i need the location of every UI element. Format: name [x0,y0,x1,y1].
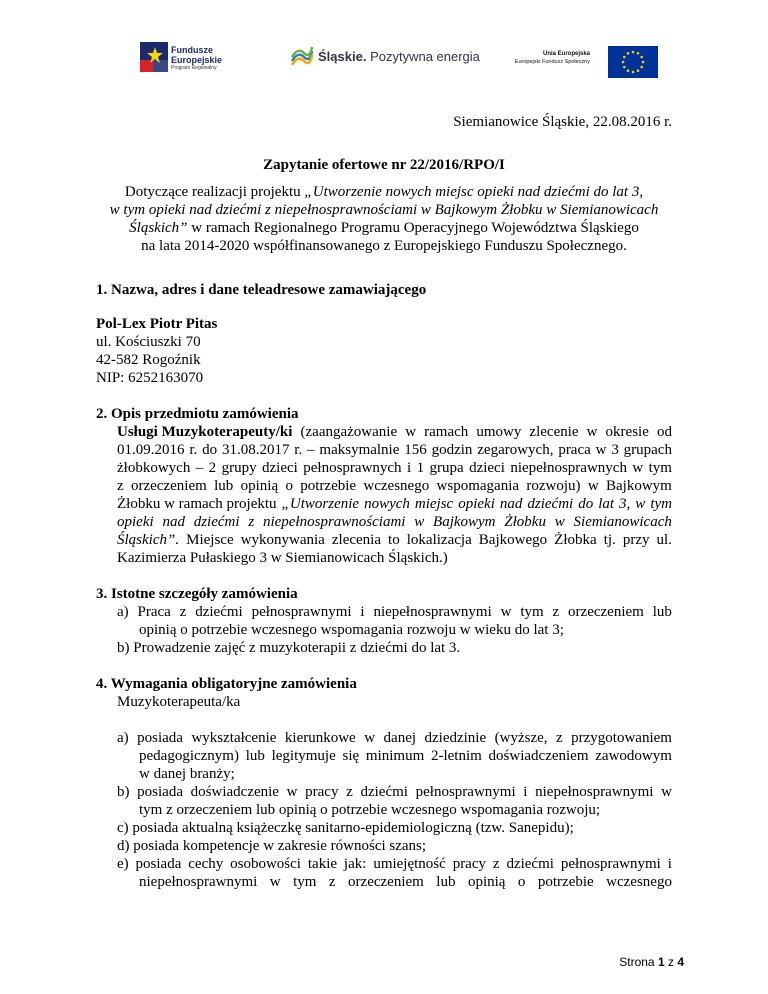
slaskie-wave-icon [290,45,314,69]
word: opieki [117,514,154,530]
s2-line-6 [117,513,672,531]
word: maksymalnie [319,442,400,458]
word: niepełnosprawnymi [535,784,654,800]
company-street: ul. Kościuszki 70 [96,334,201,350]
word: r. [189,442,198,458]
word: dziećmi [506,856,554,872]
word: – [307,442,315,458]
word: przy [622,532,650,548]
word: zlecenia [331,532,381,548]
word: zlecenie [529,424,579,440]
s3-item-a-line-2: opinią o potrzebie wczesnego wspomagania rozwoju w wieku do lat 3; [139,622,564,638]
s4-item-b-line-1 [117,783,672,801]
slaskie-logo [290,45,510,73]
s2-line-3 [117,459,672,477]
word: kierunkowe [284,730,356,746]
fe-star-icon [140,42,168,72]
footer-page-total: 4 [677,955,684,969]
section-4-heading: 4. Wymagania obligatoryjne zamówienia [96,676,357,692]
service-name: Usługi Muzykoterapeuty/ki [117,424,293,440]
word: osobowości [230,856,301,872]
slaskie-brand: Śląskie. [318,49,367,64]
word: w [661,784,672,800]
word: dziedzinie [424,730,487,746]
word: z [248,514,255,530]
intro-l1b: „Utworzenie nowych miejsc opieki nad dziećmi do lat 3, [304,184,644,200]
s4-item-a-line-1 [117,729,672,747]
word: opinią [240,478,279,494]
word: 3, [619,496,631,512]
word: zegarowych, [477,442,554,458]
word: w [286,784,298,800]
word: do [578,496,594,512]
ue-line-2: Europejski Fundusz Społeczny [514,59,590,65]
word: w [595,442,607,458]
word: w [500,604,512,620]
word: potrzebie [300,478,357,494]
s4-item-e-line-2 [139,873,672,891]
s4-item-b-line-2: tym z orzeczeniem lub opinią o potrzebie wczesnego wspomagania rozwoju; [139,802,601,818]
word: minimum [365,748,425,764]
word: o [517,874,526,890]
fundusze-europejskie-logo [140,42,240,76]
word: miejsc [414,496,454,512]
word: nowych [364,496,410,512]
word: umiejętność [373,856,446,872]
word: tj. [603,532,616,548]
word: niepełnosprawnymi [373,604,492,620]
word: nad [162,514,185,530]
s2-line-4 [117,477,672,495]
word: z [492,856,500,872]
word: lat [598,496,615,512]
word: z [179,604,187,620]
word: w [269,874,281,890]
word: tym [650,496,672,512]
word: Bajkowym [433,514,496,530]
word: orzeczeniem [568,604,644,620]
word: niepełnosprawnościami [262,514,406,530]
company-city: 42-582 Rogoźnik [96,352,201,368]
intro-line-4: na lata 2014-2020 współfinansowanego z Europejskiego Funduszu Społecznego. [141,238,627,254]
word: ul. [656,532,672,548]
word: lub [436,874,456,890]
place-date: Siemianowice Śląskie, 22.08.2016 r. [453,114,672,130]
word: tym [648,460,672,476]
word: doświadczenie [190,784,279,800]
word: Żłobku [504,514,546,530]
word: posiada [135,856,182,872]
intro-line-3 [0,219,768,237]
company-nip: NIP: 6252163070 [96,370,204,386]
word: takie [307,856,338,872]
word: danej [383,730,417,746]
word: tym [520,604,544,620]
word: pedagogicznym) [139,748,239,764]
word: pełnosprawnych [303,460,402,476]
word: i [667,856,672,872]
word: 156 [404,442,427,458]
word: grupa [429,460,464,476]
word: wczesnego [363,478,430,494]
word: grupy [221,460,257,476]
word: dziećmi [195,604,243,620]
s2-line-2 [117,441,672,459]
word: o [285,478,293,494]
word: w [635,496,646,512]
word: dzieci [469,460,505,476]
word: rozwoju) [526,478,581,494]
s2-l7-italic: Śląskich”. [117,532,180,548]
intro-l3b: w ramach Regionalnego Programu Operacyjnego Województwa Śląskiego [187,220,639,236]
word: Żłobka [554,532,597,548]
word: wykonywania [240,532,325,548]
word: a) [117,604,129,620]
word: się [342,748,360,764]
s3-item-a-line-1 [117,603,672,621]
intro-l1a: Dotyczące realizacji projektu [124,184,305,200]
word: „Utworzenie [281,496,360,512]
word: to [388,532,400,548]
word: e) [117,856,129,872]
word: Praca [137,604,171,620]
word: praca [558,442,591,458]
s3-item-b: b) Prowadzenie zajęć z muzykoterapii z dziećmi do lat 3. [117,640,461,656]
word: niepełnosprawnymi [139,874,258,890]
word: umowy [476,424,522,440]
s4-item-a-line-3: w danej branży; [139,766,235,782]
logo-bar [0,40,768,80]
word: wykształcenie [191,730,277,746]
word: pracy [452,856,486,872]
s2-line-5 [117,495,672,513]
word: tym [293,874,317,890]
word: – [195,460,204,476]
word: pełnosprawnymi [560,856,661,872]
word: Bajkowego [478,532,548,548]
word: wspomagania [436,478,520,494]
word: z [552,604,560,620]
word: 31.08.2017 [221,442,290,458]
section-2-heading: 2. Opis przedmiotu zamówienia [96,406,299,422]
word: posiada [137,784,183,800]
word: Bajkowym [606,478,672,494]
ue-text [490,50,590,66]
word: potrzebie [537,874,594,890]
word: z [117,478,124,494]
word: 2 [208,460,217,476]
slaskie-tagline: Pozytywna energia [370,49,480,64]
word: (zaangażowanie [300,424,398,440]
section-1-heading: 1. Nazwa, adres i dane teleadresowe zamawiającego [96,282,427,298]
footer-of-word: z [667,955,674,969]
word: 1 [416,460,425,476]
word: lokalizacja [406,532,472,548]
word: żłobkowych [117,460,191,476]
word: i [360,604,365,620]
word: orzeczeniem [348,874,424,890]
fe-line-1: Fundusze [171,45,213,55]
word: opieki [458,496,495,512]
word: ramach [424,424,469,440]
word: doświadczeniem [488,748,589,764]
intro-l3a: Śląskich” [129,220,188,236]
word: Siemianowicach [573,514,672,530]
footer-page-number: 1 [657,955,665,969]
word: grupach [623,442,672,458]
word: godzin [431,442,473,458]
word: jak: [343,856,367,872]
word: z [556,730,563,746]
word: 2-letnim [430,748,482,764]
document-title: Zapytanie ofertowe nr 22/2016/RPO/I [263,157,505,173]
word: lub [245,748,265,764]
fe-text [171,45,222,72]
word: posiada [137,730,183,746]
word: z [346,784,353,800]
word: w [632,460,644,476]
word: w [414,514,425,530]
word: a) [117,730,129,746]
word: r. [294,442,303,458]
company-name: Pol-Lex Piotr Pitas [96,316,218,332]
s4-item-e-line-1 [117,855,672,873]
intro-line-2: w tym opieki nad dziećmi z niepełnosprawnościami w Bajkowym Żłobku w Siemianowicach [109,202,659,218]
s4-item-c: c) posiada aktualną książeczkę sanitarno-epidemiologiczną (tzw. Sanepidu); [117,820,574,836]
word: w [364,730,376,746]
word: dziećmi [193,514,240,530]
ue-line-1: Unia Europejska [542,51,590,57]
word: przygotowaniem [571,730,672,746]
s2-line-7 [117,531,672,549]
s2-line-8: Kazimierza Pułaskiego 3 w Siemianowicach Śląskich.) [117,550,448,566]
word: wczesnego [606,874,672,890]
s4-subtitle: Muzykoterapeuta/ka [117,694,241,710]
word: w [587,478,599,494]
word: pracy [305,784,339,800]
word: do [202,442,218,458]
eu-flag-icon [608,46,658,78]
intro-line-1 [0,183,768,201]
word: w [586,424,598,440]
word: w [554,514,565,530]
word: od [656,424,672,440]
word: 3 [611,442,619,458]
word: niepełnosprawnych [510,460,627,476]
footer-page-word: Strona [619,955,655,969]
word: dzieci [262,460,298,476]
word: dziećmi [360,784,408,800]
s4-item-d: d) posiada kompetencje w zakresie równości szans; [117,838,427,854]
word: z [328,874,336,890]
fe-line-3: Program Regionalny [171,65,217,71]
section-3-heading: 3. Istotne szczegóły zamówienia [96,586,298,602]
word: i [523,784,528,800]
word: nad [499,496,523,512]
s4-item-a-line-2 [139,747,672,765]
unia-europejska-logo [508,46,658,74]
word: w [405,424,417,440]
word: cechy [188,856,224,872]
word: (wyższe, [494,730,548,746]
slaskie-text [318,49,480,64]
word: lub [214,478,234,494]
word: opinią [467,874,506,890]
word: i [406,460,412,476]
page-footer [619,955,684,969]
word: zawodowym [595,748,672,764]
word: pełnosprawnymi [251,604,352,620]
word: okresie [605,424,649,440]
word: b) [117,784,130,800]
word: dziećmi [527,496,574,512]
word: pełnosprawnymi [415,784,516,800]
word: orzeczeniem [131,478,207,494]
s2-l5-plain: Żłobku w ramach projektu [117,496,277,512]
word: 01.09.2016 [117,442,185,458]
fe-line-2: Europejskie [171,55,223,65]
word: Miejsce [186,532,234,548]
word: lub [652,604,672,620]
s2-line-1 [117,423,672,441]
word: legitymuje [271,748,336,764]
